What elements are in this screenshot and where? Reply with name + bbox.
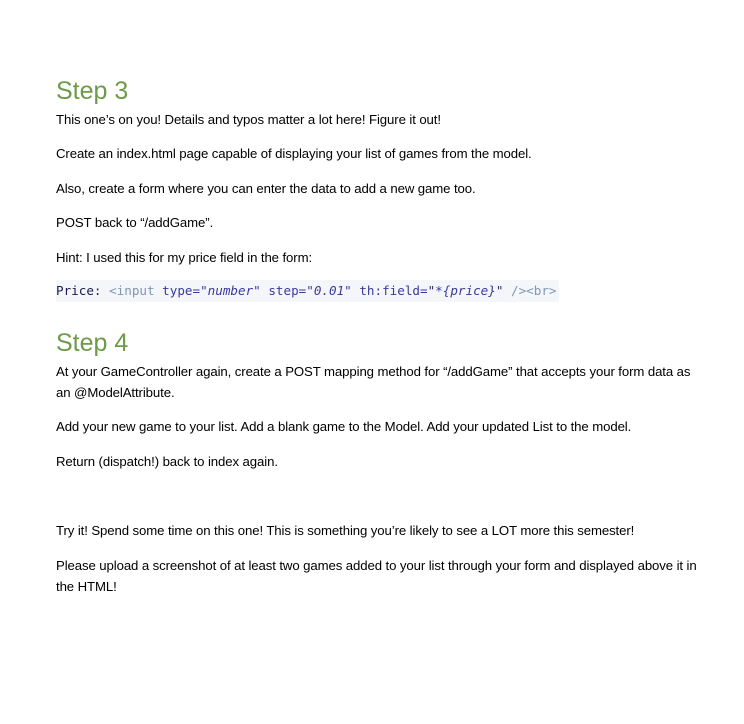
step4-heading: Step 4 <box>56 329 129 357</box>
step3-paragraph-3: Also, create a form where you can enter the data to add a new game too. <box>56 181 476 196</box>
code-tag-open: <input <box>109 283 163 298</box>
step3-heading: Step 3 <box>56 77 129 105</box>
step3-paragraph-4: POST back to “/addGame”. <box>56 215 214 230</box>
step3-paragraph-5: Hint: I used this for my price field in the form: <box>56 250 313 265</box>
step4-paragraph-2: Add your new game to your list. Add a blank game to the Model. Add your updated List to the model. <box>56 419 632 434</box>
step4-paragraph-3: Return (dispatch!) back to index again. <box>56 454 278 469</box>
code-tag-close: /><br> <box>503 283 557 298</box>
code-attr-type: type= <box>162 283 201 298</box>
code-val-step: "0.01" <box>306 283 352 298</box>
step4-paragraph-1: At your GameController again, create a POST mapping method for “/addGame” that accepts your form data as an @ModelAttribute. <box>56 364 691 400</box>
code-val-field-quote-open: " <box>427 283 436 298</box>
code-attr-field: th:field= <box>351 283 428 298</box>
closing-paragraph-2: Please upload a screenshot of at least two games added to your list through your form and displayed above it in the HTML! <box>56 558 697 594</box>
code-label: Price: <box>56 283 110 298</box>
step3-paragraph-1: This one’s on you! Details and typos matter a lot here! Figure it out! <box>56 112 441 127</box>
code-val-field: *{price} <box>435 283 496 298</box>
code-attr-step: step= <box>260 283 307 298</box>
step3-paragraph-2: Create an index.html page capable of displaying your list of games from the model. <box>56 146 532 161</box>
code-val-type: "number" <box>200 283 261 298</box>
closing-paragraph-1: Try it! Spend some time on this one! This is something you’re likely to see a LOT more this semester! <box>56 523 635 538</box>
code-snippet <box>56 280 559 302</box>
code-val-field-quote-close: " <box>495 283 504 298</box>
